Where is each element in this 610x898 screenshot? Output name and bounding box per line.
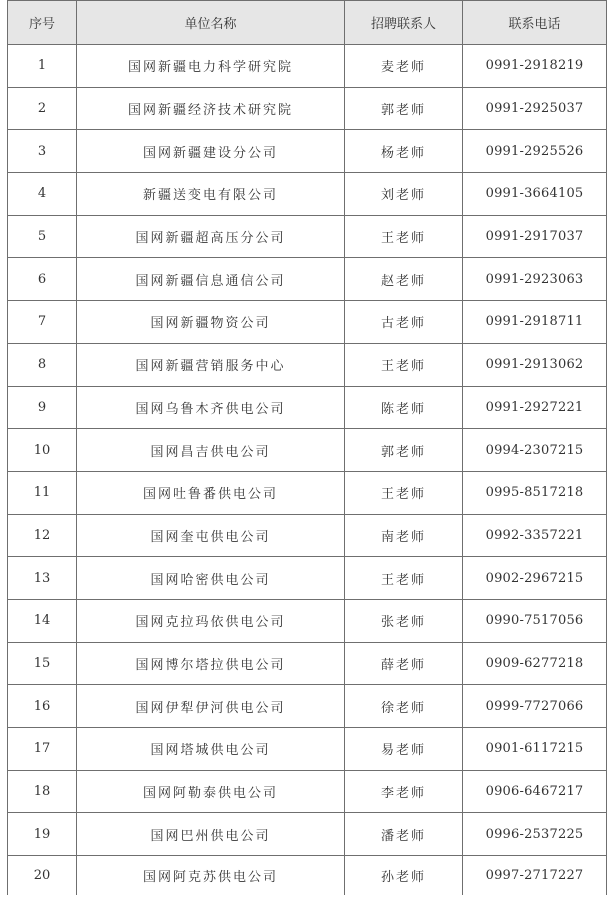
cell-unit-name: 国网新疆超高压分公司 bbox=[77, 215, 345, 258]
table-header-row bbox=[8, 1, 607, 45]
cell-contact-person: 麦老师 bbox=[345, 45, 463, 88]
cell-unit-name: 国网吐鲁番供电公司 bbox=[77, 471, 345, 514]
cell-contact-person: 王老师 bbox=[345, 471, 463, 514]
table-row bbox=[8, 813, 607, 856]
table-row bbox=[8, 770, 607, 813]
cell-serial-number: 20 bbox=[8, 856, 77, 896]
cell-serial-number: 10 bbox=[8, 429, 77, 472]
cell-contact-person: 南老师 bbox=[345, 514, 463, 557]
cell-contact-person: 郭老师 bbox=[345, 87, 463, 130]
table-row bbox=[8, 557, 607, 600]
header-phone: 联系电话 bbox=[463, 1, 607, 45]
cell-serial-number: 18 bbox=[8, 770, 77, 813]
table-row bbox=[8, 856, 607, 896]
cell-serial-number: 5 bbox=[8, 215, 77, 258]
cell-phone: 0991-2917037 bbox=[463, 215, 607, 258]
header-serial-number: 序号 bbox=[8, 1, 77, 45]
cell-contact-person: 孙老师 bbox=[345, 856, 463, 896]
table-row bbox=[8, 685, 607, 728]
cell-phone: 0996-2537225 bbox=[463, 813, 607, 856]
cell-serial-number: 1 bbox=[8, 45, 77, 88]
table-row bbox=[8, 642, 607, 685]
cell-phone: 0994-2307215 bbox=[463, 429, 607, 472]
cell-unit-name: 国网伊犁伊河供电公司 bbox=[77, 685, 345, 728]
cell-contact-person: 徐老师 bbox=[345, 685, 463, 728]
table-row bbox=[8, 514, 607, 557]
cell-serial-number: 9 bbox=[8, 386, 77, 429]
table-row bbox=[8, 173, 607, 216]
cell-serial-number: 16 bbox=[8, 685, 77, 728]
cell-phone: 0995-8517218 bbox=[463, 471, 607, 514]
cell-unit-name: 国网新疆营销服务中心 bbox=[77, 343, 345, 386]
cell-unit-name: 国网奎屯供电公司 bbox=[77, 514, 345, 557]
cell-serial-number: 8 bbox=[8, 343, 77, 386]
cell-phone: 0991-2913062 bbox=[463, 343, 607, 386]
table-row bbox=[8, 130, 607, 173]
cell-unit-name: 新疆送变电有限公司 bbox=[77, 173, 345, 216]
cell-phone: 0909-6277218 bbox=[463, 642, 607, 685]
cell-phone: 0991-2927221 bbox=[463, 386, 607, 429]
table-row bbox=[8, 215, 607, 258]
cell-contact-person: 杨老师 bbox=[345, 130, 463, 173]
cell-serial-number: 14 bbox=[8, 599, 77, 642]
cell-serial-number: 13 bbox=[8, 557, 77, 600]
cell-serial-number: 2 bbox=[8, 87, 77, 130]
table-row bbox=[8, 471, 607, 514]
cell-phone: 0990-7517056 bbox=[463, 599, 607, 642]
cell-phone: 0999-7727066 bbox=[463, 685, 607, 728]
cell-unit-name: 国网塔城供电公司 bbox=[77, 728, 345, 771]
cell-serial-number: 11 bbox=[8, 471, 77, 514]
contact-table-container bbox=[7, 0, 607, 895]
cell-contact-person: 王老师 bbox=[345, 215, 463, 258]
cell-phone: 0991-2923063 bbox=[463, 258, 607, 301]
recruitment-contact-table bbox=[7, 0, 607, 895]
cell-unit-name: 国网昌吉供电公司 bbox=[77, 429, 345, 472]
cell-contact-person: 赵老师 bbox=[345, 258, 463, 301]
cell-phone: 0991-2925526 bbox=[463, 130, 607, 173]
cell-unit-name: 国网巴州供电公司 bbox=[77, 813, 345, 856]
table-row bbox=[8, 87, 607, 130]
cell-unit-name: 国网哈密供电公司 bbox=[77, 557, 345, 600]
header-contact-person: 招聘联系人 bbox=[345, 1, 463, 45]
cell-contact-person: 张老师 bbox=[345, 599, 463, 642]
cell-serial-number: 17 bbox=[8, 728, 77, 771]
cell-unit-name: 国网新疆信息通信公司 bbox=[77, 258, 345, 301]
cell-unit-name: 国网新疆经济技术研究院 bbox=[77, 87, 345, 130]
cell-unit-name: 国网阿勒泰供电公司 bbox=[77, 770, 345, 813]
cell-contact-person: 王老师 bbox=[345, 343, 463, 386]
cell-unit-name: 国网新疆物资公司 bbox=[77, 301, 345, 344]
cell-phone: 0991-3664105 bbox=[463, 173, 607, 216]
cell-phone: 0992-3357221 bbox=[463, 514, 607, 557]
table-row bbox=[8, 258, 607, 301]
cell-phone: 0997-2717227 bbox=[463, 856, 607, 896]
table-row bbox=[8, 343, 607, 386]
header-unit-name: 单位名称 bbox=[77, 1, 345, 45]
table-row bbox=[8, 599, 607, 642]
table-row bbox=[8, 45, 607, 88]
cell-unit-name: 国网阿克苏供电公司 bbox=[77, 856, 345, 896]
cell-phone: 0902-2967215 bbox=[463, 557, 607, 600]
cell-contact-person: 陈老师 bbox=[345, 386, 463, 429]
cell-contact-person: 郭老师 bbox=[345, 429, 463, 472]
cell-serial-number: 6 bbox=[8, 258, 77, 301]
cell-serial-number: 3 bbox=[8, 130, 77, 173]
cell-phone: 0991-2925037 bbox=[463, 87, 607, 130]
cell-unit-name: 国网新疆建设分公司 bbox=[77, 130, 345, 173]
cell-serial-number: 12 bbox=[8, 514, 77, 557]
cell-contact-person: 刘老师 bbox=[345, 173, 463, 216]
cell-phone: 0991-2918711 bbox=[463, 301, 607, 344]
cell-unit-name: 国网克拉玛依供电公司 bbox=[77, 599, 345, 642]
table-row bbox=[8, 728, 607, 771]
cell-serial-number: 15 bbox=[8, 642, 77, 685]
cell-serial-number: 7 bbox=[8, 301, 77, 344]
cell-contact-person: 古老师 bbox=[345, 301, 463, 344]
table-row bbox=[8, 429, 607, 472]
cell-contact-person: 李老师 bbox=[345, 770, 463, 813]
cell-contact-person: 易老师 bbox=[345, 728, 463, 771]
cell-serial-number: 4 bbox=[8, 173, 77, 216]
cell-contact-person: 薛老师 bbox=[345, 642, 463, 685]
table-row bbox=[8, 301, 607, 344]
cell-serial-number: 19 bbox=[8, 813, 77, 856]
cell-contact-person: 王老师 bbox=[345, 557, 463, 600]
cell-unit-name: 国网乌鲁木齐供电公司 bbox=[77, 386, 345, 429]
table-body bbox=[8, 45, 607, 896]
cell-phone: 0991-2918219 bbox=[463, 45, 607, 88]
cell-unit-name: 国网新疆电力科学研究院 bbox=[77, 45, 345, 88]
cell-phone: 0906-6467217 bbox=[463, 770, 607, 813]
cell-phone: 0901-6117215 bbox=[463, 728, 607, 771]
cell-contact-person: 潘老师 bbox=[345, 813, 463, 856]
cell-unit-name: 国网博尔塔拉供电公司 bbox=[77, 642, 345, 685]
table-row bbox=[8, 386, 607, 429]
